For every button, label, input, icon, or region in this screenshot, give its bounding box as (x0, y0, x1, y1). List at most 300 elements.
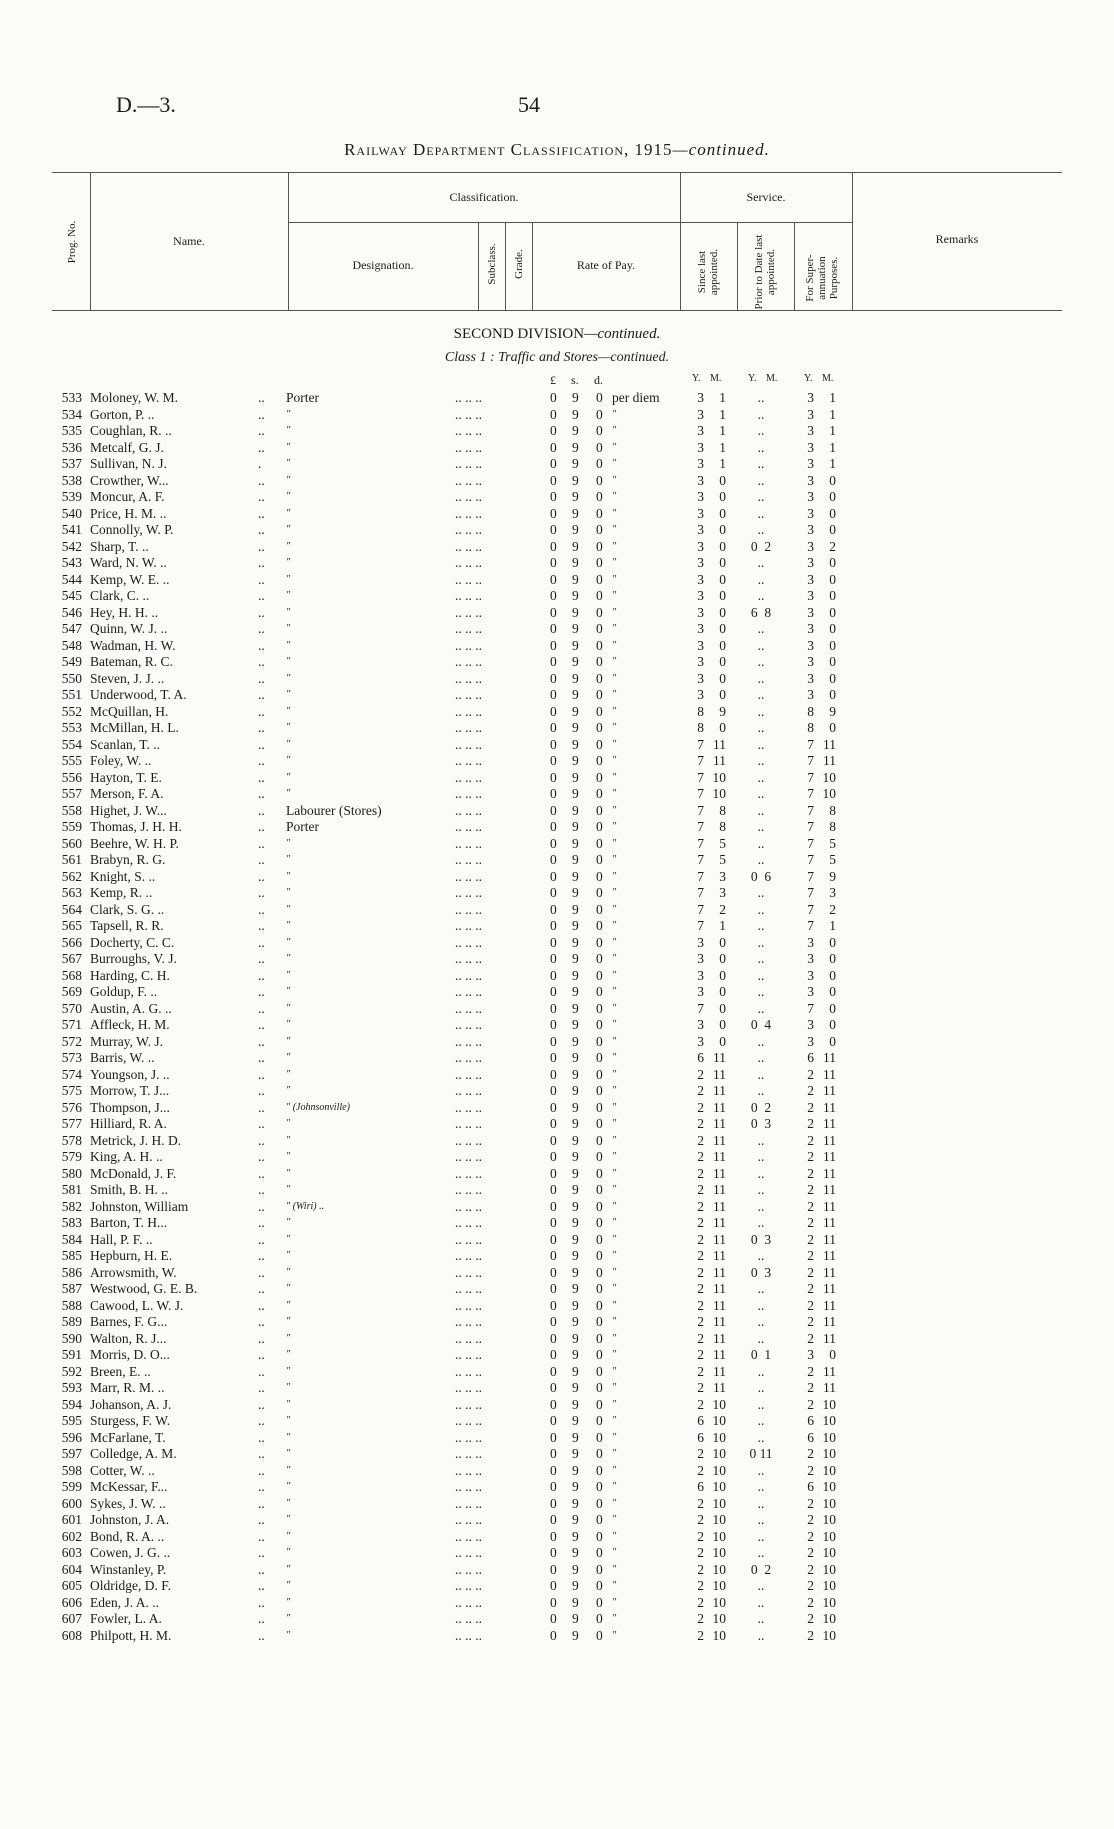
rate-shillings: 9 (572, 1495, 579, 1511)
prog-no-cell: 598 (61, 1462, 82, 1478)
leader-dots: .. .. .. (455, 489, 482, 504)
prior-service: .. (757, 1198, 765, 1214)
super-years: 2 (807, 1462, 814, 1478)
leader-dots: .. (258, 390, 265, 405)
rate-pence: 0 (596, 1165, 603, 1181)
since-months: 0 (719, 951, 726, 966)
rate-pounds: 0 (550, 1627, 557, 1643)
super-years: 2 (807, 1330, 814, 1346)
prior-service: 0 1 (750, 1347, 772, 1362)
since-years: 2 (697, 1264, 704, 1280)
super-months: 0 (829, 588, 836, 603)
prior-service: .. (757, 1429, 765, 1445)
prior-service: .. (757, 1033, 765, 1049)
rate-pence: 0 (596, 1413, 603, 1428)
col-prog-no: Prog. No. (66, 220, 78, 264)
rate-shillings: 9 (572, 522, 579, 537)
leader-dots: .. .. .. (455, 1017, 482, 1032)
super-months: 0 (829, 472, 836, 488)
table-row (0, 1215, 1114, 1232)
prog-no-cell: 604 (61, 1561, 82, 1577)
prior-service: .. (757, 1297, 765, 1313)
leader-dots: .. .. .. (455, 984, 482, 999)
since-years: 3 (697, 472, 704, 488)
since-years: 3 (697, 670, 704, 686)
rate-period: " (612, 1316, 617, 1327)
leader-dots: .. (258, 786, 265, 801)
since-years: 2 (697, 1198, 704, 1214)
name-cell: Hall, P. F. .. (90, 1231, 153, 1247)
rate-shillings: 9 (572, 1545, 579, 1560)
prog-no-cell: 591 (61, 1347, 82, 1362)
rate-period: " (612, 804, 617, 816)
rate-period: " (612, 821, 617, 832)
designation-cell: " (286, 1019, 291, 1030)
rate-shillings: 9 (572, 720, 579, 735)
super-years: 3 (807, 687, 814, 702)
rate-pounds: 0 (550, 588, 557, 603)
leader-dots: .. .. .. (455, 1215, 482, 1230)
leader-dots: .. .. .. (455, 1297, 482, 1313)
rate-shillings: 9 (572, 1066, 579, 1082)
super-years: 2 (807, 1165, 814, 1181)
rate-shillings: 9 (572, 1380, 579, 1395)
prog-no-cell: 546 (61, 604, 82, 620)
table-row (0, 1149, 1114, 1166)
name-cell: Bond, R. A. .. (90, 1528, 165, 1544)
leader-dots: .. .. .. (455, 1132, 482, 1148)
super-years: 2 (807, 1314, 814, 1329)
designation-cell: " (286, 870, 291, 882)
rate-shillings: 9 (572, 621, 579, 636)
table-row (0, 1347, 1114, 1364)
prog-no-cell: 547 (61, 621, 82, 636)
rate-pounds: 0 (550, 1528, 557, 1544)
designation-cell: " (286, 1002, 291, 1014)
prior-service: .. (757, 819, 765, 834)
leader-dots: .. .. .. (455, 736, 482, 752)
rate-pence: 0 (596, 1149, 603, 1164)
rate-shillings: 9 (572, 1215, 579, 1230)
rate-pounds: 0 (550, 885, 557, 900)
rate-pounds: 0 (550, 472, 557, 488)
rate-pence: 0 (596, 1561, 603, 1577)
super-years: 6 (807, 1050, 814, 1065)
super-years: 2 (807, 1083, 814, 1098)
super-months: 10 (822, 1627, 836, 1643)
table-row (0, 671, 1114, 688)
rate-period: " (612, 1035, 617, 1047)
prog-no-cell: 560 (61, 835, 82, 851)
col-classification: Classification. (449, 190, 519, 204)
super-years: 3 (807, 1033, 814, 1049)
since-months: 10 (712, 769, 726, 785)
since-years: 3 (697, 571, 704, 587)
super-months: 5 (829, 852, 836, 867)
since-months: 10 (712, 1512, 726, 1527)
since-years: 3 (697, 588, 704, 603)
rate-shillings: 9 (572, 1099, 579, 1115)
prior-service: .. (757, 1182, 765, 1197)
super-months: 0 (829, 984, 836, 999)
leader-dots: .. (258, 1149, 265, 1164)
since-years: 8 (697, 720, 704, 735)
since-years: 2 (697, 1132, 704, 1148)
rate-period: " (612, 441, 617, 453)
name-cell: Wadman, H. W. (90, 637, 176, 653)
prior-service: .. (757, 406, 765, 422)
since-years: 3 (697, 621, 704, 636)
super-years: 3 (807, 406, 814, 422)
name-cell: Burroughs, V. J. (90, 951, 177, 966)
prog-no-cell: 577 (61, 1116, 82, 1131)
name-cell: Quinn, W. J. .. (90, 621, 168, 636)
since-months: 5 (719, 852, 726, 867)
super-months: 0 (829, 670, 836, 686)
rate-pence: 0 (596, 588, 603, 603)
rate-period: per diem (612, 390, 660, 405)
leader-dots: .. (258, 687, 265, 702)
designation-cell: " (286, 755, 291, 766)
name-cell: Coughlan, R. .. (90, 423, 172, 438)
prog-no-cell: 573 (61, 1050, 82, 1065)
prior-service: .. (757, 1380, 765, 1395)
rate-period: " (612, 1101, 617, 1113)
rate-pounds: 0 (550, 835, 557, 851)
super-years: 2 (807, 1066, 814, 1082)
designation-cell: " (286, 1530, 291, 1542)
prog-no-cell: 594 (61, 1396, 82, 1412)
since-years: 3 (697, 489, 704, 504)
designation-cell: " (286, 1547, 291, 1558)
division-suffix: —continued. (584, 326, 661, 342)
rate-shillings: 9 (572, 1017, 579, 1032)
leader-dots: .. .. .. (455, 390, 482, 405)
since-months: 0 (719, 621, 726, 636)
super-years: 3 (807, 621, 814, 636)
leader-dots: .. .. .. (455, 1050, 482, 1065)
prog-no-cell: 590 (61, 1330, 82, 1346)
since-years: 2 (697, 1561, 704, 1577)
super-months: 0 (829, 522, 836, 537)
name-cell: Bateman, R. C. (90, 654, 173, 669)
since-months: 11 (713, 1198, 726, 1214)
designation-cell: " (286, 1349, 291, 1360)
rate-period: " (612, 425, 617, 436)
table-row (0, 1298, 1114, 1315)
rate-pounds: 0 (550, 802, 557, 818)
designation-cell: Porter (286, 390, 319, 405)
table-row (0, 1182, 1114, 1199)
leader-dots: .. .. .. (455, 423, 482, 438)
since-years: 3 (697, 406, 704, 422)
rate-shillings: 9 (572, 1462, 579, 1478)
super-months: 10 (822, 1429, 836, 1445)
rate-pounds: 0 (550, 1083, 557, 1098)
since-years: 3 (697, 505, 704, 521)
prog-no-cell: 545 (61, 588, 82, 603)
rate-period: " (612, 920, 617, 931)
prior-service: .. (757, 901, 765, 917)
since-months: 11 (713, 1297, 726, 1313)
rate-period: " (612, 1019, 617, 1030)
rate-period: " (612, 507, 617, 519)
rate-period: " (612, 1530, 617, 1542)
leader-dots: .. .. .. (455, 1495, 482, 1511)
rate-period: " (612, 738, 617, 750)
leader-dots: .. .. .. (455, 555, 482, 570)
designation-cell: " (286, 1266, 291, 1278)
rate-period: " (612, 1167, 617, 1179)
since-years: 3 (697, 538, 704, 554)
since-months: 0 (719, 571, 726, 587)
super-years: 3 (807, 967, 814, 983)
since-months: 1 (719, 439, 726, 455)
table-row (0, 539, 1114, 556)
prior-service: .. (757, 472, 765, 488)
table-row (0, 1397, 1114, 1414)
rate-pounds: 0 (550, 522, 557, 537)
since-years: 2 (697, 1545, 704, 1560)
since-months: 11 (713, 1215, 726, 1230)
prog-no-cell: 574 (61, 1066, 82, 1082)
leader-dots: .. (258, 1413, 265, 1428)
rate-pence: 0 (596, 472, 603, 488)
prior-service: .. (757, 1627, 765, 1643)
super-years: 2 (807, 1132, 814, 1148)
table-row (0, 489, 1114, 506)
name-cell: Kemp, W. E. .. (90, 571, 170, 587)
since-years: 3 (697, 439, 704, 455)
rate-pence: 0 (596, 1495, 603, 1511)
rate-shillings: 9 (572, 868, 579, 884)
prog-no-cell: 563 (61, 885, 82, 900)
since-months: 10 (712, 1396, 726, 1412)
rate-pounds: 0 (550, 703, 557, 719)
since-months: 0 (719, 555, 726, 570)
table-row (0, 1380, 1114, 1397)
super-years: 2 (807, 1248, 814, 1263)
designation-cell: " (286, 1233, 291, 1245)
super-months: 0 (829, 1033, 836, 1049)
table-row (0, 1265, 1114, 1282)
name-cell: Clark, C. .. (90, 588, 150, 603)
since-months: 10 (712, 1578, 726, 1593)
rate-period: " (612, 870, 617, 882)
name-cell: Philpott, H. M. (90, 1627, 172, 1643)
rate-pounds: 0 (550, 1512, 557, 1527)
prior-service: .. (757, 1330, 765, 1346)
table-row (0, 1281, 1114, 1298)
table-row (0, 1199, 1114, 1216)
name-cell: Colledge, A. M. (90, 1446, 177, 1461)
prog-no-cell: 562 (61, 868, 82, 884)
designation-cell: " (286, 722, 291, 733)
super-years: 3 (807, 571, 814, 587)
rate-pounds: 0 (550, 423, 557, 438)
rate-period: " (612, 1596, 617, 1608)
rate-shillings: 9 (572, 852, 579, 867)
since-months: 0 (719, 604, 726, 620)
leader-dots: .. .. .. (455, 1413, 482, 1428)
leader-dots: .. (258, 1479, 265, 1494)
rate-pence: 0 (596, 1446, 603, 1461)
rate-pounds: 0 (550, 1363, 557, 1379)
rate-shillings: 9 (572, 1116, 579, 1131)
super-years: 7 (807, 901, 814, 917)
unit-since-years: Y. (692, 373, 701, 384)
prior-service: 6 8 (750, 604, 772, 620)
since-years: 2 (697, 1396, 704, 1412)
since-years: 2 (697, 1611, 704, 1626)
rate-pence: 0 (596, 769, 603, 785)
super-years: 2 (807, 1446, 814, 1461)
document-reference: D.—3. (116, 92, 176, 117)
since-months: 10 (712, 1627, 726, 1643)
super-months: 9 (829, 868, 836, 884)
leader-dots: .. (258, 555, 265, 570)
rate-pounds: 0 (550, 1000, 557, 1016)
rate-shillings: 9 (572, 1627, 579, 1643)
name-cell: McDonald, J. F. (90, 1165, 177, 1181)
prior-service: .. (757, 1611, 765, 1626)
since-months: 10 (712, 1429, 726, 1445)
prior-service: .. (757, 390, 765, 405)
since-years: 2 (697, 1116, 704, 1131)
rate-pounds: 0 (550, 1281, 557, 1296)
rate-period: " (612, 1382, 617, 1393)
name-cell: Underwood, T. A. (90, 687, 187, 702)
leader-dots: .. (258, 472, 265, 488)
name-cell: Highet, J. W... (90, 802, 167, 818)
super-months: 1 (829, 918, 836, 933)
col-rate-of-pay: Rate of Pay. (576, 258, 636, 272)
super-months: 11 (823, 736, 836, 752)
rate-period: " (612, 491, 617, 502)
name-cell: Winstanley, P. (90, 1561, 167, 1577)
name-cell: Austin, A. G. .. (90, 1000, 172, 1016)
name-cell: Sykes, J. W. .. (90, 1495, 166, 1511)
leader-dots: .. (258, 984, 265, 999)
leader-dots: .. (258, 670, 265, 686)
since-months: 8 (719, 819, 726, 834)
rate-shillings: 9 (572, 1165, 579, 1181)
leader-dots: .. (258, 588, 265, 603)
prog-no-cell: 584 (61, 1231, 82, 1247)
rate-pounds: 0 (550, 868, 557, 884)
rate-pounds: 0 (550, 1396, 557, 1412)
unit-pound: £ (550, 373, 556, 387)
prog-no-cell: 551 (61, 687, 82, 702)
leader-dots: .. (258, 1561, 265, 1577)
designation-cell: " (286, 1431, 291, 1443)
name-cell: Hepburn, H. E. (90, 1248, 173, 1263)
since-months: 11 (713, 1231, 726, 1247)
prior-service: .. (757, 1528, 765, 1544)
rate-shillings: 9 (572, 1413, 579, 1428)
leader-dots: .. .. .. (455, 588, 482, 603)
since-months: 0 (719, 687, 726, 702)
since-months: 1 (719, 406, 726, 422)
rate-shillings: 9 (572, 687, 579, 702)
leader-dots: .. (258, 769, 265, 785)
col-divider-3 (478, 222, 479, 310)
leader-dots: .. .. .. (455, 852, 482, 867)
leader-dots: .. .. .. (455, 1083, 482, 1098)
rate-pence: 0 (596, 901, 603, 917)
name-cell: McQuillan, H. (90, 703, 169, 719)
since-years: 2 (697, 1215, 704, 1230)
prior-service: .. (757, 687, 765, 702)
rate-shillings: 9 (572, 489, 579, 504)
leader-dots: .. (258, 1281, 265, 1296)
super-months: 10 (822, 769, 836, 785)
rate-period: " (612, 573, 617, 585)
designation-cell: " (286, 738, 291, 750)
rate-pence: 0 (596, 1545, 603, 1560)
since-months: 11 (713, 1083, 726, 1098)
rate-pence: 0 (596, 439, 603, 455)
rate-period: " (612, 1580, 617, 1591)
super-months: 0 (829, 1017, 836, 1032)
super-years: 2 (807, 1512, 814, 1527)
rate-pence: 0 (596, 1132, 603, 1148)
rate-pounds: 0 (550, 1594, 557, 1610)
name-cell: Metcalf, G. J. (90, 439, 164, 455)
leader-dots: .. (258, 489, 265, 504)
designation-cell: " (286, 953, 291, 964)
leader-dots: .. (258, 1165, 265, 1181)
rate-pence: 0 (596, 1050, 603, 1065)
unit-prior-months: M. (766, 373, 778, 384)
prior-service: .. (757, 753, 765, 768)
rate-pounds: 0 (550, 1429, 557, 1445)
super-months: 10 (822, 1528, 836, 1544)
rate-period: " (612, 1217, 617, 1228)
rate-shillings: 9 (572, 1083, 579, 1098)
rate-shillings: 9 (572, 588, 579, 603)
rate-period: " (612, 1002, 617, 1014)
rate-period: " (612, 854, 617, 865)
rate-period: " (612, 1052, 617, 1063)
super-years: 3 (807, 1017, 814, 1032)
rate-pounds: 0 (550, 1314, 557, 1329)
prog-no-cell: 559 (61, 819, 82, 834)
since-months: 0 (719, 654, 726, 669)
name-cell: Walton, R. J... (90, 1330, 167, 1346)
table-row (0, 1628, 1114, 1645)
col-superannuation: For Super- annuation Purposes. (804, 254, 840, 302)
rate-pounds: 0 (550, 571, 557, 587)
rate-pounds: 0 (550, 1479, 557, 1494)
leader-dots: .. (258, 703, 265, 719)
super-months: 0 (829, 951, 836, 966)
super-years: 7 (807, 885, 814, 900)
name-cell: Thomas, J. H. H. (90, 819, 182, 834)
table-row (0, 605, 1114, 622)
designation-cell: " (286, 540, 291, 552)
rate-pence: 0 (596, 703, 603, 719)
designation-cell: " (286, 1415, 291, 1426)
name-cell: Hey, H. H. .. (90, 604, 159, 620)
leader-dots: .. (258, 1611, 265, 1626)
unit-prior-years: Y. (748, 373, 757, 384)
leader-dots: .. (258, 1297, 265, 1313)
rate-pence: 0 (596, 967, 603, 983)
rate-pence: 0 (596, 1248, 603, 1263)
leader-dots: .. .. .. (455, 1594, 482, 1610)
since-months: 11 (713, 1248, 726, 1263)
